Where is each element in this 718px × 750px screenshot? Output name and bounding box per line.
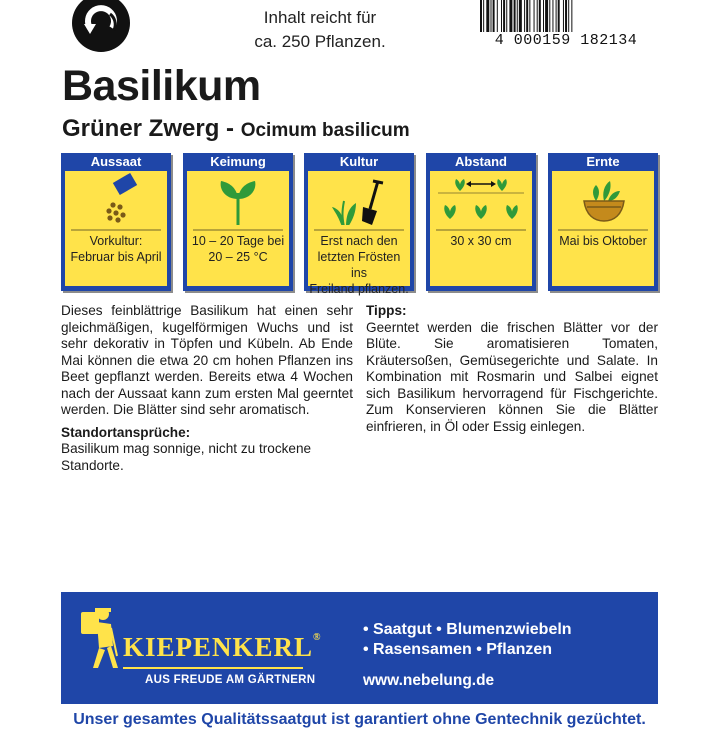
icon-card-title: Abstand: [455, 154, 507, 169]
icon-card-culture: [304, 153, 414, 296]
icon-card-title: Ernte: [586, 154, 620, 169]
barcode-number: 4 000159 182134: [478, 32, 654, 49]
product-range-line: • Rasensamen • Pflanzen: [363, 641, 553, 658]
icon-card-text-line: Februar bis April: [70, 250, 162, 264]
product-title: Basilikum: [62, 62, 261, 110]
icon-card-germination: [183, 153, 293, 291]
content-note: [230, 6, 410, 54]
brand-footer: [61, 592, 658, 704]
icon-card-text-line: Mai bis Oktober: [559, 234, 647, 248]
kiepenkerl-figure-icon: [77, 606, 119, 672]
ground-line: [436, 229, 526, 231]
icon-card-text-line: 10 – 20 Tage bei: [191, 234, 285, 248]
description-column: [61, 303, 353, 474]
icon-card-harvest: [548, 153, 658, 291]
ground-line: [314, 229, 404, 231]
latin-name: Ocimum basilicum: [240, 120, 410, 141]
sprout-icon: [187, 171, 289, 225]
cultivation-icons: [61, 153, 658, 296]
website-link[interactable]: www.nebelung.de: [363, 672, 495, 689]
tips-heading: Tipps:: [366, 303, 407, 318]
icon-card-text-line: Erst nach den: [320, 234, 398, 248]
tips-column: [366, 303, 658, 435]
spade-plant-icon: [308, 171, 410, 225]
icon-card-title: Kultur: [339, 154, 379, 169]
icon-card-title: Aussaat: [90, 154, 142, 169]
spacing-rows-icon: [430, 171, 532, 225]
subtitle-separator: -: [226, 115, 235, 142]
icon-card-text-line: 20 – 25 °C: [208, 250, 268, 264]
registered-mark: ®: [313, 632, 322, 643]
icon-card-title: Keimung: [210, 154, 266, 169]
ground-line: [71, 229, 161, 231]
ground-line: [193, 229, 283, 231]
icon-card-sowing: [61, 153, 171, 291]
gmo-free-notice: Unser gesamtes Qualitätssaatgut ist garantiert ohne Gentechnik gezüchtet.: [73, 711, 646, 728]
logo-underline: [123, 667, 303, 669]
brand-slogan: AUS FREUDE AM GÄRTNERN: [145, 674, 316, 686]
location-heading: Standortansprüche:: [61, 424, 191, 440]
product-subtitle: [62, 115, 410, 143]
harvest-bowl-icon: [552, 171, 654, 225]
content-note-line-2: ca. 250 Pflanzen.: [254, 32, 386, 51]
tips-text: Geerntet werden die frischen Blätter vor der Blüte. Sie aromatisieren Tomaten, Kräutersoßen, Gemüsegerichte und Salate. In Kombination mit Rosmarin und Salbei eignet sich Basilikum hervorragend für Fischgerichte. Zum Konservieren können Sie die Blätter einfrieren, in Öl oder Essig einlegen.: [366, 319, 658, 434]
variety-name: Grüner Zwerg: [62, 115, 220, 142]
icon-card-spacing: [426, 153, 536, 291]
product-range-line: • Saatgut • Blumenzwiebeln: [363, 621, 572, 638]
content-note-line-1: Inhalt reicht für: [263, 8, 377, 27]
recycle-logo: [70, 0, 132, 54]
description-text: Dieses feinblättrige Basilikum hat einen sehr gleichmäßigen, kugelförmigen Wuchs und ist sehr dekorativ in Töpfen und Kübeln. Ab Ende Mai können die etwa 20 cm hohen Pflanzen ins Beet gepflanzt werden. Bereits etwa 4 Wochen nach der Aussaat kann zum ersten Mal geerntet werden. Die Blätter sind sehr aromatisch.: [61, 303, 353, 417]
icon-card-text-line: 30 x 30 cm: [450, 234, 512, 248]
brand-logo-text: [123, 632, 322, 663]
ground-line: [558, 229, 648, 231]
icon-card-text-line: Vorkultur:: [89, 234, 143, 248]
product-range: [363, 620, 572, 660]
brand-name: KIEPENKERL: [123, 632, 314, 662]
seed-packet-icon: [65, 171, 167, 225]
location-text: Basilikum mag sonnige, nicht zu trockene Standorte.: [61, 441, 312, 473]
icon-card-text-line: letzten Frösten ins: [317, 250, 401, 280]
icon-card-text-line: Freiland pflanzen.: [309, 282, 409, 296]
